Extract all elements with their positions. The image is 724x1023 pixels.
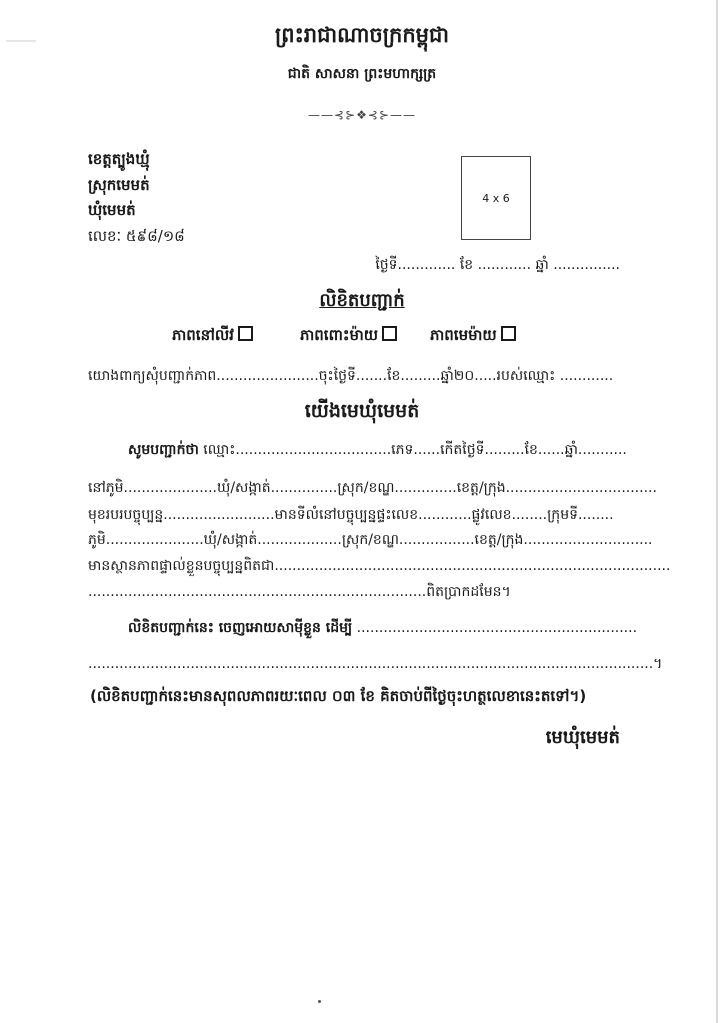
photo-size-label: 4 x 6 (482, 191, 510, 205)
status-widower-label: ភាពមេម៉ាយ (430, 326, 497, 344)
status-widower[interactable] (430, 326, 516, 348)
purpose-line (128, 618, 637, 639)
status-widow[interactable] (300, 326, 397, 348)
body-line-1 (128, 440, 627, 461)
chief-title: យើងមេឃុំមេមត់ (304, 400, 420, 422)
purpose-continuation: ...............................................................................................................................។ (88, 656, 663, 672)
signer-title: មេឃុំមេមត់ (545, 727, 620, 748)
request-line: យោងពាក្យសុំបញ្ជាក់ភាព.......................ចុះថ្ងៃទី.......ខែ.........ឆ្នាំ២០.....របស់ឈ្មោះ ............ (88, 368, 614, 384)
status-single-label: ភាពនៅលីវ (172, 326, 234, 344)
ornament-divider: ——⊰⊱❖⊰⊱—— (308, 108, 416, 122)
confirm-lead: សូមបញ្ជាក់ថា (128, 442, 199, 458)
document-number: លេខៈ ៥៩៨/១៨ (88, 227, 185, 245)
body-line-6: ............................................................................ពិតប្រាកដមែន។ (88, 584, 511, 600)
date-line: ថ្ងៃទី............. ខែ ............ ឆ្នាំ ............... (375, 257, 620, 273)
purpose-lead: លិខិតបញ្ជាក់នេះ ចេញអោយសាម៉ីខ្លួន ដើម្បី (128, 620, 353, 636)
commune-label: ឃុំមេមត់ (88, 201, 136, 219)
checkbox-icon[interactable] (382, 326, 397, 341)
kingdom-title: ព្រះរាជាណាចក្រកម្ពុជា (274, 23, 449, 47)
status-single[interactable] (172, 326, 253, 348)
checkbox-icon[interactable] (238, 326, 253, 341)
province-label: ខេត្តត្បូងឃ្មុំ (88, 150, 150, 168)
validity-note: (លិខិតបញ្ជាក់នេះមានសុពលភាពរយៈពេល ០៣ ខែ គិតចាប់ពីថ្ងៃចុះហត្ថលេខានេះតទៅ។) (90, 687, 587, 705)
body-line-4: ភូមិ......................ឃុំ/សង្កាត់...................ស្រុក/ខណ្ឌ.................ខេត្ត/ក្រុង............................. (88, 532, 653, 548)
status-widow-label: ភាពពោះម៉ាយ (300, 326, 379, 344)
name-field-line: ឈ្មោះ...................................ភេទ......កើតថ្ងៃទី.........ខែ......ឆ្នាំ........... (203, 442, 627, 458)
scan-speck (318, 1000, 321, 1003)
photo-placeholder (461, 156, 531, 240)
body-line-5: មានស្ថានភាពផ្ទាល់ខ្លួនបច្ចុប្បន្នពិតជា......................................................................................... (88, 558, 671, 574)
national-motto: ជាតិ សាសនា ព្រះមហាក្សត្រ (287, 66, 437, 82)
checkbox-icon[interactable] (501, 326, 516, 341)
purpose-dots: ............................................................... (356, 620, 638, 636)
body-line-2: នៅភូមិ.....................ឃុំ/សង្កាត់...............ស្រុក/ខណ្ឌ..............ខេត្ត/ក្រុង.................................. (88, 480, 657, 496)
body-line-3: មុខរបរបច្ចុប្បន្ន.........................មានទីលំនៅបច្ចុប្បន្នផ្ទះលេខ............ផ្លូវលេខ........ក្រុមទី........ (88, 507, 614, 523)
scan-edge (716, 0, 718, 1023)
certificate-title: លិខិតបញ្ជាក់ (319, 290, 405, 311)
district-label: ស្រុកមេមត់ (88, 176, 150, 194)
